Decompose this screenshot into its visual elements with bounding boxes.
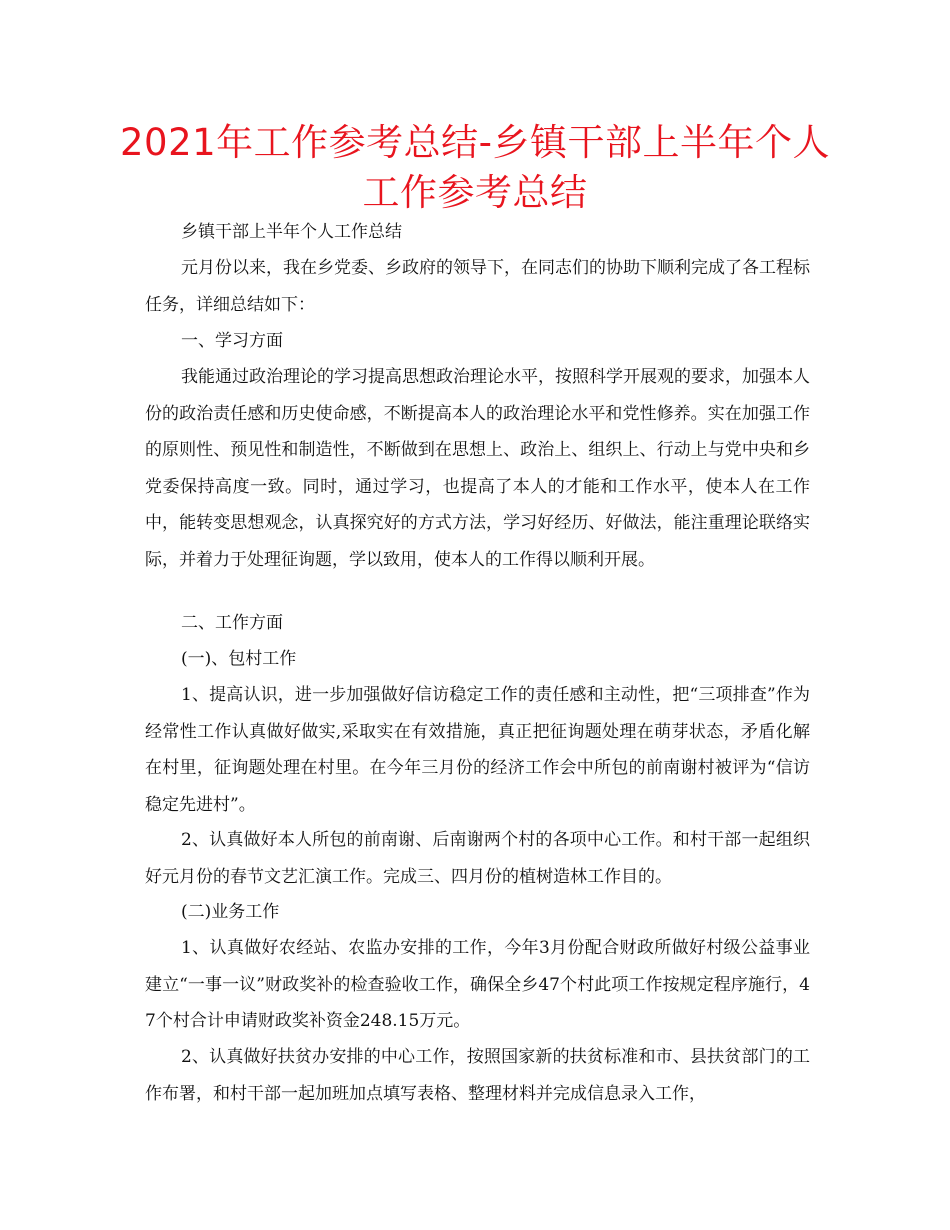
section-heading-study: 一、学习方面 — [181, 331, 283, 351]
section-heading-work: 二、工作方面 — [181, 613, 283, 633]
document-title: 2021年工作参考总结-乡镇干部上半年个人工作参考总结 — [120, 121, 831, 214]
paragraph-village-1: 1、提高认识，进一步加强做好信访稳定工作的责任感和主动性，把“三项排查”作为经常性工作认真做好做实,采取实在有效措施，真正把征询题处理在萌芽状态，矛盾化解在村里，征询题处理在村里。在今年三月份的经济工作会中所包的前南谢村被评为“信访稳定先进村”。 — [145, 685, 810, 815]
subsection-heading-village: (一)、包村工作 — [181, 649, 297, 669]
paragraph-study: 我能通过政治理论的学习提高思想政治理论水平，按照科学开展观的要求，加强本人份的政治责任感和历史使命感，不断提高本人的政治理论水平和党性修养。实在加强工作的原则性、预见性和制造性，不断做到在思想上、政治上、组织上、行动上与党中央和乡党委保持高度一致。同时，通过学习，也提高了本人的才能和工作水平，使本人在工作中，能转变思想观念，认真探究好的方式方法，学习好经历、好做法，能注重理论联络实际，并着力于处理征询题，学以致用，使本人的工作得以顺利开展。 — [145, 367, 810, 570]
paragraph-business-1: 1、认真做好农经站、农监办安排的工作，今年3月份配合财政所做好村级公益事业建立“一事一议”财政奖补的检查验收工作，确保全乡47个村此项工作按规定程序施行，47个村合计申请财政奖补资金248.15万元。 — [145, 938, 810, 1031]
paragraph-subtitle: 乡镇干部上半年个人工作总结 — [181, 222, 402, 242]
paragraph-village-2: 2、认真做好本人所包的前南谢、后南谢两个村的各项中心工作。和村干部一起组织好元月份的春节文艺汇演工作。完成三、四月份的植树造林工作目的。 — [145, 830, 810, 887]
subsection-heading-business: (二)业务工作 — [181, 902, 280, 922]
paragraph-intro: 元月份以来，我在乡党委、乡政府的领导下，在同志们的协助下顺利完成了各工程标任务，详细总结如下： — [145, 258, 810, 315]
paragraph-business-2: 2、认真做好扶贫办安排的中心工作，按照国家新的扶贫标准和市、县扶贫部门的工作布署，和村干部一起加班加点填写表格、整理材料并完成信息录入工作， — [145, 1047, 810, 1104]
